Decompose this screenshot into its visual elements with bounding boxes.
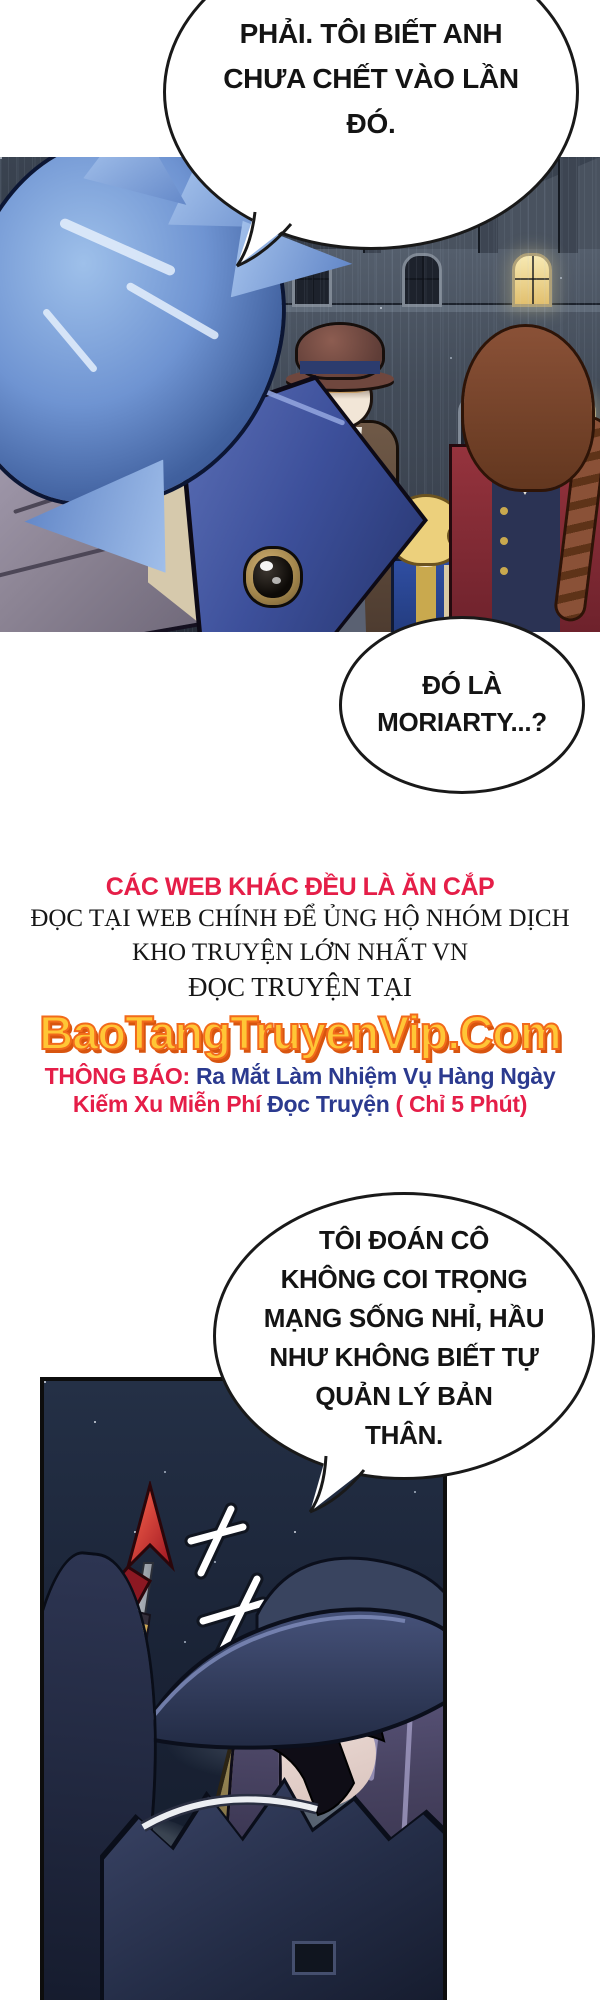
rain-sparkles xyxy=(0,157,2,159)
speech-line: ĐÓ LÀ xyxy=(422,670,502,700)
gold-button xyxy=(500,567,508,575)
speech-line: NHƯ KHÔNG BIẾT TỰ xyxy=(269,1342,539,1372)
speech-line: MẠNG SỐNG NHỈ, HẦU xyxy=(263,1303,545,1333)
speech-line: QUẢN LÝ BẢN xyxy=(315,1381,493,1411)
notice-text: Ra Mắt Làm Nhiệm Vụ Hàng Ngày xyxy=(195,1063,556,1089)
pendant-glint xyxy=(260,561,273,571)
gold-button xyxy=(500,537,508,545)
speech-line: PHẢI. TÔI BIẾT ANH xyxy=(239,18,503,49)
stars xyxy=(44,1381,46,1383)
notice-text-red: Kiếm Xu Miễn Phí xyxy=(72,1091,268,1117)
speech-bubble-mid xyxy=(339,616,585,794)
speech-line: MORIARTY...? xyxy=(377,707,547,737)
ad-line1: ĐỌC TẠI WEB CHÍNH ĐỂ ỦNG HỘ NHÓM DỊCH xyxy=(30,905,570,932)
hat-brim xyxy=(139,1609,447,1747)
speech-line: ĐÓ. xyxy=(346,108,396,139)
speech-line: TÔI ĐOÁN CÔ xyxy=(318,1225,490,1255)
speech-text xyxy=(166,11,576,146)
ad-line2: KHO TRUYỆN LỚN NHẤT VN xyxy=(131,939,469,966)
speech-bubble-tail xyxy=(225,208,295,270)
speech-line: KHÔNG COI TRỌNG xyxy=(280,1264,528,1294)
coat-white-piping xyxy=(139,1781,324,1836)
figure-brown-hair-woman xyxy=(452,327,600,632)
ad-headline: CÁC WEB KHÁC ĐỀU LÀ ĂN CẮP xyxy=(105,873,495,901)
ad-notice-line2 xyxy=(0,1090,600,1118)
speech-text xyxy=(342,667,582,741)
woman-hair xyxy=(464,327,592,489)
pendant-amulet xyxy=(246,549,300,605)
speech-line: CHƯA CHẾT VÀO LẦN xyxy=(223,63,519,94)
gold-button xyxy=(500,507,508,515)
belt-buckle xyxy=(292,1941,336,1975)
notice-text-blue: Đọc Truyện xyxy=(267,1091,396,1117)
translator-notice-block xyxy=(0,872,600,1118)
speech-bubble-tail xyxy=(300,1452,370,1516)
ad-line3: ĐỌC TRUYỆN TẠI xyxy=(187,972,412,1002)
speech-text xyxy=(216,1221,592,1455)
ad-notice-line1 xyxy=(0,1062,600,1090)
speech-bubble-bottom xyxy=(213,1192,595,1480)
speech-line: THÂN. xyxy=(365,1420,443,1450)
website-name: BaoTangTruyenVip.Com xyxy=(39,1006,561,1059)
bowler-hat-band xyxy=(300,361,380,374)
notice-label: THÔNG BÁO: xyxy=(44,1063,196,1089)
pendant-glint xyxy=(272,577,281,584)
notice-text-red2: ( Chỉ 5 Phút) xyxy=(395,1091,528,1117)
wide-brim-hat xyxy=(139,1541,447,1771)
